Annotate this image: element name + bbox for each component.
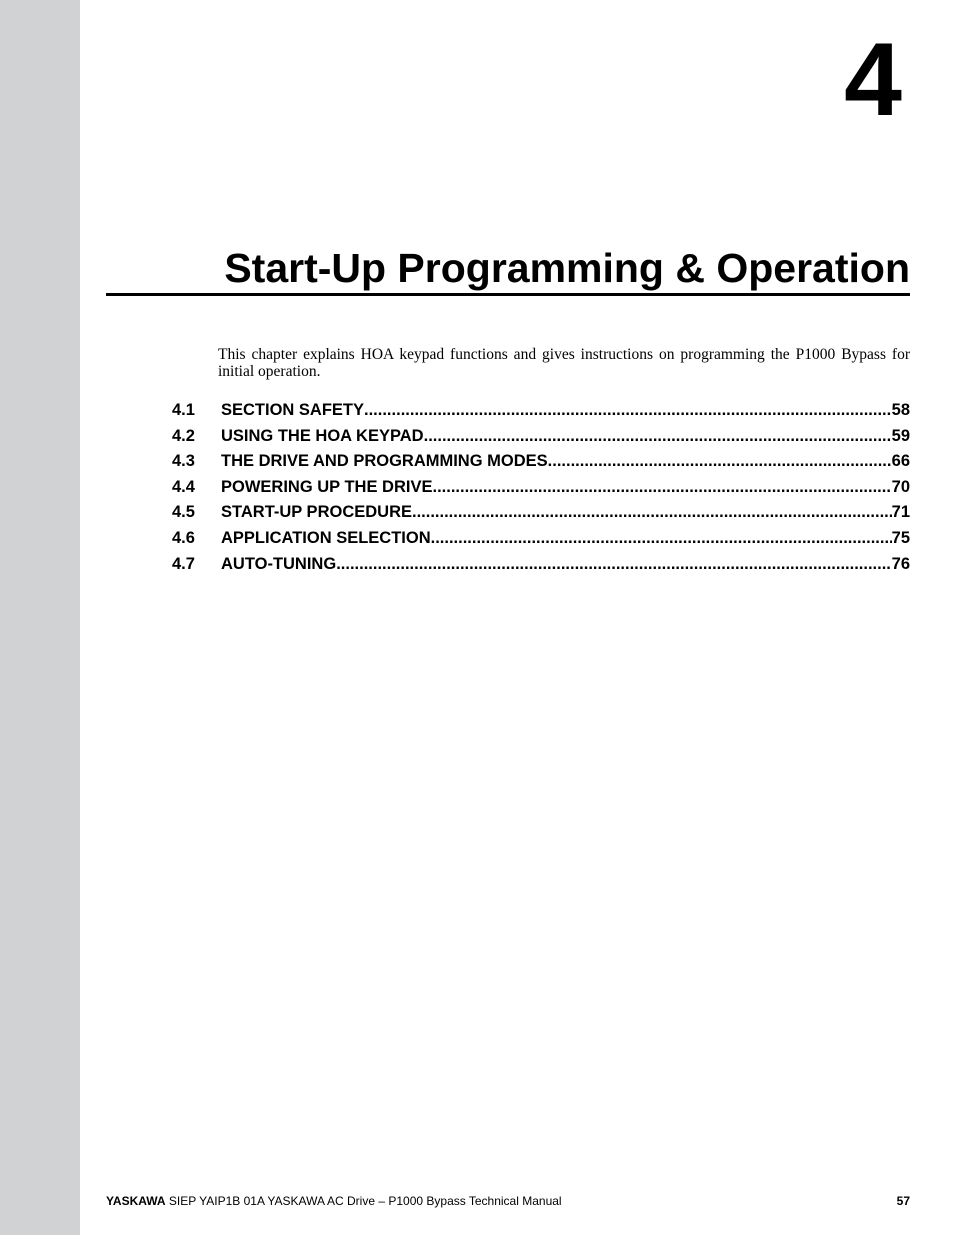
toc-page-number: 75: [891, 528, 910, 547]
toc-entry-powering-up-drive[interactable]: [172, 475, 910, 501]
toc-entry-auto-tuning[interactable]: [172, 552, 910, 578]
toc-dot-leader: [412, 500, 892, 526]
toc-label: USING THE HOA KEYPAD: [221, 426, 424, 445]
toc-dot-leader: [424, 424, 892, 450]
toc-page-number: 66: [891, 452, 910, 471]
toc-number: 4.3: [172, 452, 195, 471]
footer-brand: YASKAWA: [106, 1194, 166, 1208]
toc-label: APPLICATION SELECTION: [221, 528, 431, 547]
toc-page-number: 71: [891, 503, 910, 522]
toc-page-number: 70: [891, 477, 910, 496]
toc-number: 4.6: [172, 528, 195, 547]
toc-number: 4.2: [172, 426, 195, 445]
toc-entry-drive-programming-modes[interactable]: [172, 449, 910, 475]
chapter-title: Start-Up Programming & Operation: [224, 245, 910, 291]
toc-entry-section-safety[interactable]: [172, 398, 910, 424]
toc-page-number: 59: [891, 426, 910, 445]
toc-number: 4.7: [172, 554, 195, 573]
chapter-number: 4: [844, 22, 902, 138]
toc-entry-application-selection[interactable]: [172, 526, 910, 552]
page-footer: [106, 1193, 910, 1209]
toc-dot-leader: [431, 526, 892, 552]
footer-doc-name: SIEP YAIP1B 01A YASKAWA AC Drive – P1000 Bypass Technical Manual: [165, 1194, 562, 1208]
toc-label: THE DRIVE AND PROGRAMMING MODES: [221, 452, 548, 471]
toc-label: POWERING UP THE DRIVE: [221, 477, 433, 496]
toc-number: 4.4: [172, 477, 195, 496]
footer-document-title: [106, 1193, 562, 1209]
toc-dot-leader: [336, 552, 891, 578]
toc-dot-leader: [548, 449, 892, 475]
table-of-contents: [172, 398, 910, 577]
toc-label: SECTION SAFETY: [221, 401, 365, 419]
title-rule: [106, 293, 910, 296]
footer-page-number: 57: [896, 1194, 910, 1208]
toc-entry-start-up-procedure[interactable]: [172, 500, 910, 526]
toc-label: START-UP PROCEDURE: [221, 503, 412, 522]
chapter-intro: This chapter explains HOA keypad functions and gives instructions on programming the P1000 Bypass for initial operation.: [218, 345, 910, 380]
toc-page-number: 58: [891, 401, 910, 419]
toc-dot-leader: [432, 475, 891, 501]
side-band: [0, 0, 80, 1235]
toc-dot-leader: [364, 398, 892, 424]
toc-entry-using-hoa-keypad[interactable]: [172, 424, 910, 450]
toc-page-number: 76: [891, 554, 910, 573]
toc-number: 4.1: [172, 401, 195, 419]
toc-number: 4.5: [172, 503, 195, 522]
toc-label: AUTO-TUNING: [221, 554, 337, 573]
